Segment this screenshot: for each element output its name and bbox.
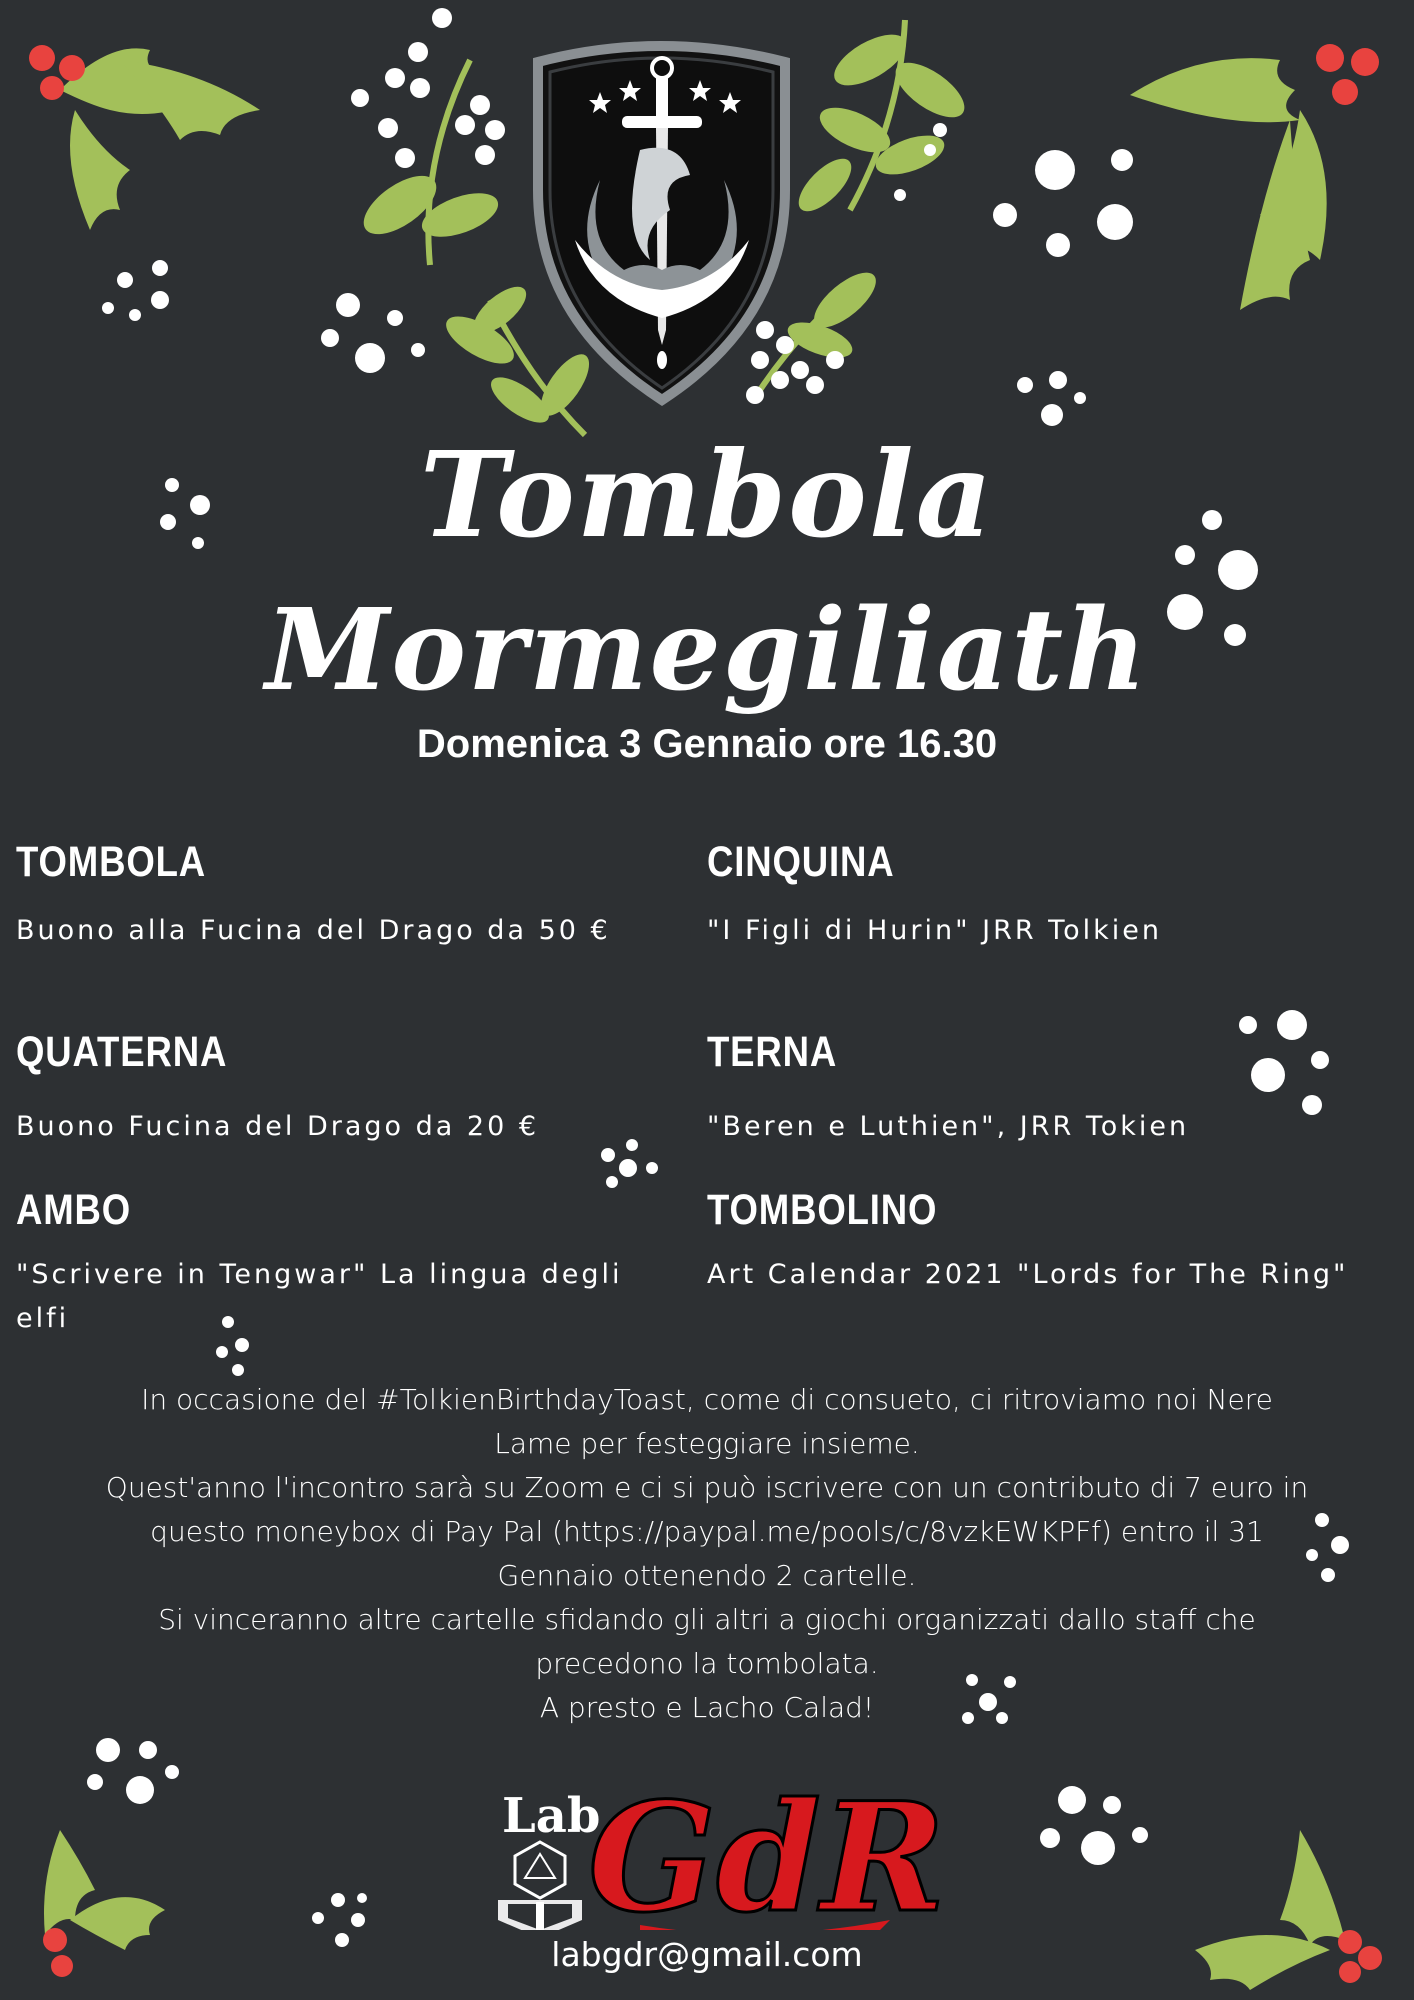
prize-description: Buono Fucina del Drago da 20 €	[16, 1111, 540, 1142]
prize-description: Art Calendar 2021 "Lords for The Ring"	[707, 1259, 1349, 1290]
prize-name: AMBO	[16, 1186, 132, 1234]
contact-email: labgdr@gmail.com	[551, 1935, 863, 1974]
description-paragraph: A presto e Lacho Calad!	[539, 1691, 875, 1724]
prize-name: TERNA	[707, 1028, 838, 1076]
title-line-1: Tombola	[419, 425, 995, 564]
prize-name: QUATERNA	[16, 1028, 228, 1076]
prize-description: Buono alla Fucina del Drago da 50 €	[16, 915, 611, 946]
event-description	[100, 1378, 1314, 1730]
prize-tombola	[16, 838, 676, 953]
prize-description: "I Figli di Hurin" JRR Tolkien	[707, 915, 1162, 946]
prize-terna	[707, 1028, 1367, 1149]
prize-tombolino	[707, 1186, 1397, 1297]
title-line-2: Mormegiliath	[265, 585, 1149, 716]
shield-dragon-emblem	[0, 0, 1414, 420]
prize-name: TOMBOLINO	[707, 1186, 938, 1234]
prize-ambo	[16, 1186, 636, 1341]
prize-cinquina	[707, 838, 1367, 953]
description-paragraph: In occasione del #TolkienBirthdayToast, come di consueto, ci ritroviamo noi Nere Lame per festeggiare insieme.	[141, 1383, 1273, 1460]
logo-lab-text: Lab	[502, 1788, 601, 1844]
prize-description: "Beren e Luthien", JRR Tokien	[707, 1111, 1190, 1142]
prize-name: CINQUINA	[707, 838, 895, 886]
prize-description: "Scrivere in Tengwar" La lingua degli elfi	[16, 1259, 623, 1334]
prize-quaterna	[16, 1028, 676, 1149]
logo-gdr-text: GdR	[588, 1770, 946, 1930]
labgdr-logo	[0, 1770, 1414, 1930]
event-date: Domenica 3 Gennaio ore 16.30	[416, 722, 998, 766]
description-paragraph: Quest'anno l'incontro sarà su Zoom e ci si può iscrivere con un contributo di 7 euro in questo moneybox di Pay Pal (https://paypal.me/pools/c/8vzkEWKPFf) entro il 31 Gennaio ottenendo 2 cartelle.	[105, 1471, 1309, 1592]
prize-name: TOMBOLA	[16, 838, 207, 886]
d20-icon	[498, 1842, 582, 1930]
description-paragraph: Si vinceranno altre cartelle sfidando gli altri a giochi organizzati dallo staff che precedono la tombolata.	[158, 1603, 1256, 1680]
